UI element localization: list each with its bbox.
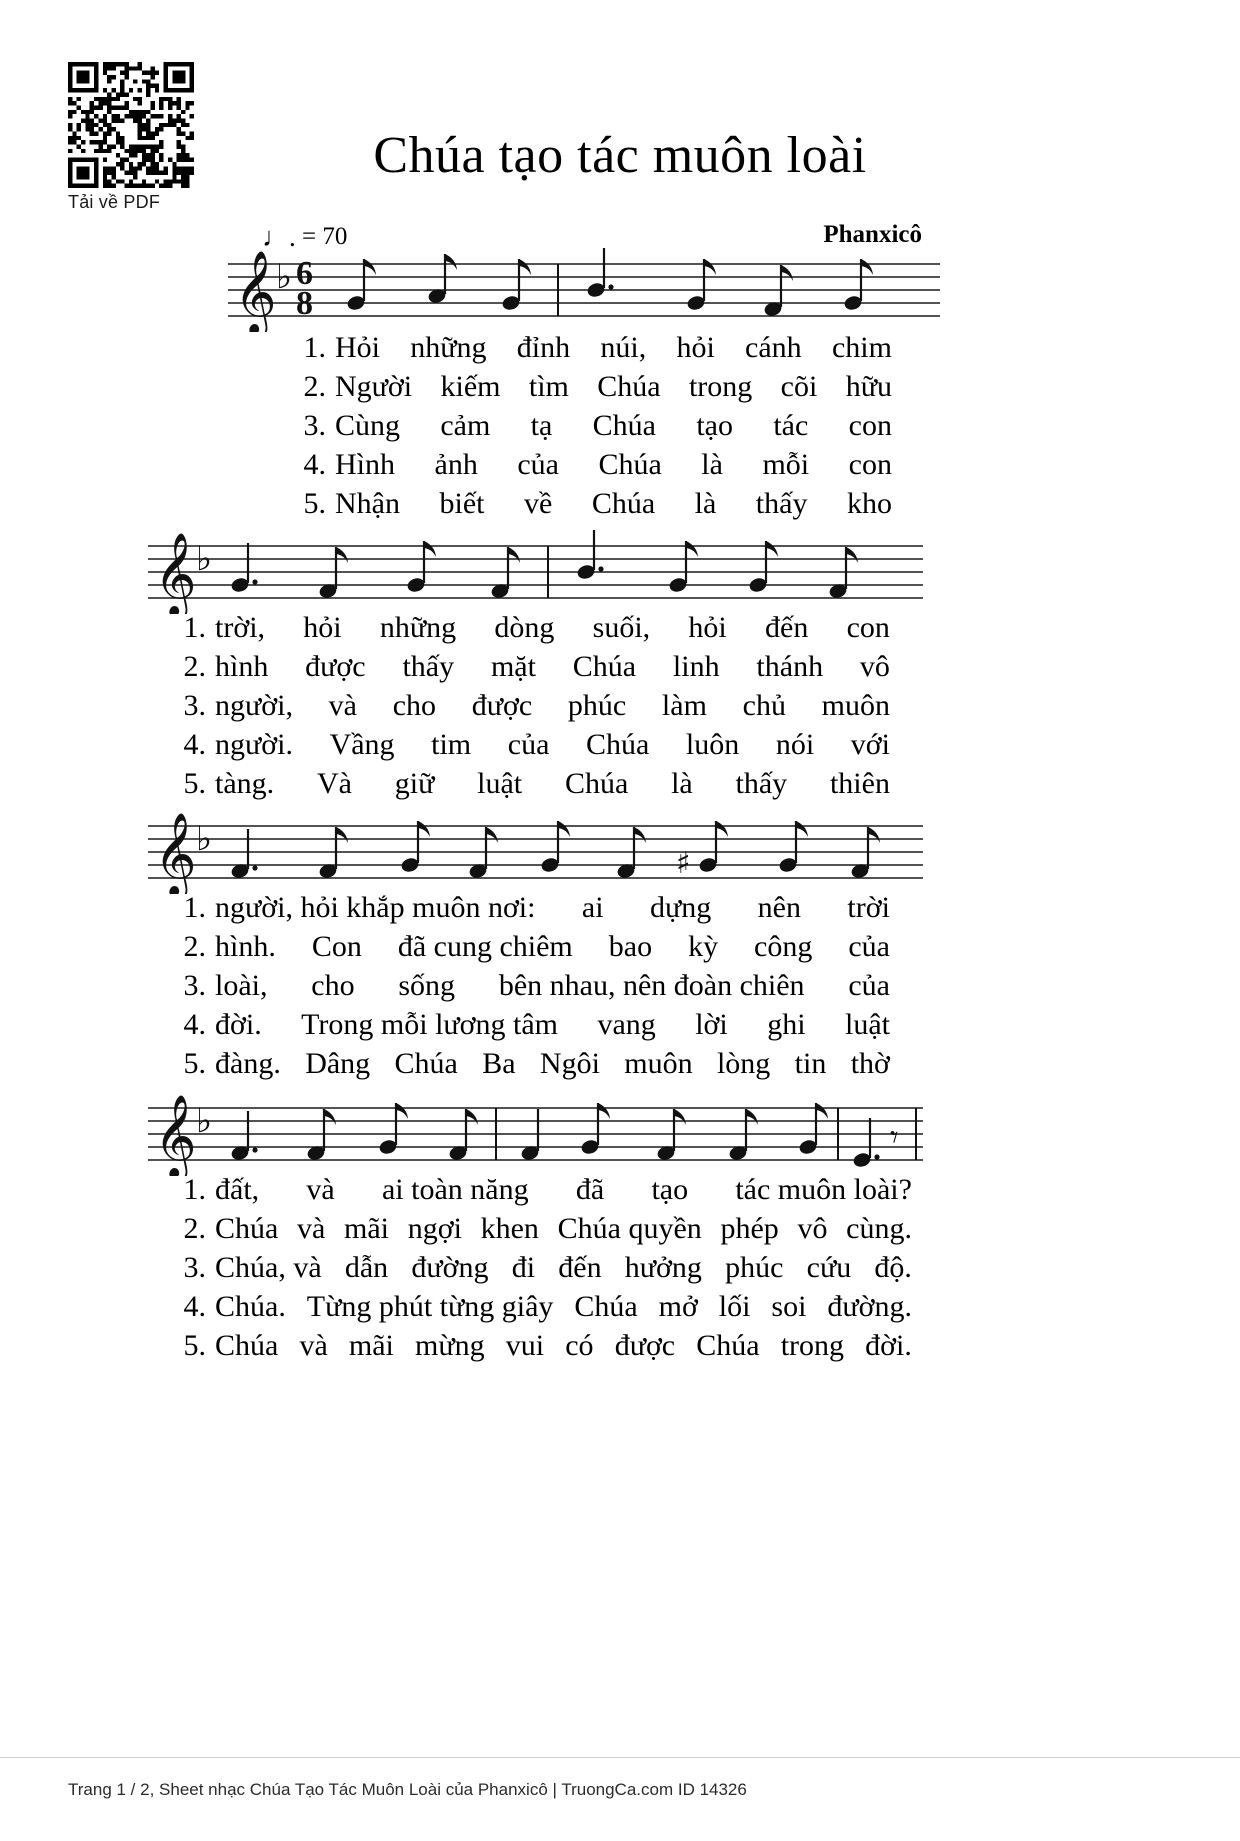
verse-number: 3. — [303, 409, 326, 442]
flat-key-signature-icon: ♭ — [276, 257, 293, 297]
flat-key-signature-icon: ♭ — [196, 819, 213, 859]
lyric-line — [172, 613, 890, 652]
verse-words: người, hỏi khắp muôn nơi: ai dựng nên trời — [215, 891, 890, 924]
note-head — [729, 1109, 758, 1161]
verse-number: 1. — [303, 331, 326, 364]
lyric-line — [172, 1253, 912, 1292]
lyric-line — [292, 489, 892, 528]
footer-divider — [0, 1757, 1240, 1758]
verse-number: 3. — [183, 689, 206, 722]
treble-clef-icon: 𝄞 — [154, 811, 197, 894]
staff-system-2 — [148, 528, 923, 614]
note-head — [231, 829, 258, 879]
composer-name: Phanxicô — [823, 221, 922, 248]
verse-words: hình được thấy mặt Chúa linh thánh vô — [215, 650, 890, 683]
lyrics-system-2 — [172, 613, 890, 808]
verse-number: 2. — [183, 650, 206, 683]
lyrics-system-3 — [172, 893, 890, 1088]
note-head — [851, 827, 880, 879]
verse-words: Chúa. Từng phút từng giây Chúa mở lối soi đường. — [215, 1290, 912, 1323]
lyric-line — [172, 971, 890, 1010]
note-head — [829, 547, 858, 599]
lyric-line — [292, 372, 892, 411]
verse-number: 5. — [183, 767, 206, 800]
dotted-quarter-note-icon: ♩. — [262, 222, 296, 252]
lyric-line — [172, 1214, 912, 1253]
verse-words: người. Vầng tim của Chúa luôn nói với — [215, 728, 890, 761]
rest-icon: 𝄾 — [890, 1118, 899, 1156]
verse-number: 5. — [183, 1329, 206, 1362]
verse-number: 5. — [303, 487, 326, 520]
footer-text: Trang 1 / 2, Sheet nhạc Chúa Tạo Tác Muôn Loài của Phanxicô | TruongCa.com ID 14326 — [68, 1780, 747, 1799]
staff-system-1 — [228, 246, 940, 332]
verse-words: đời. Trong mỗi lương tâm vang lời ghi luật — [215, 1008, 890, 1041]
treble-clef-icon: 𝄞 — [154, 531, 197, 614]
verse-words: đất, và ai toàn năng đã tạo tác muôn loài? — [215, 1173, 912, 1206]
verse-words: hình. Con đã cung chiêm bao kỳ công của — [215, 930, 890, 963]
lyric-line — [172, 1010, 890, 1049]
staff-system-4 — [148, 1090, 923, 1176]
note-head — [319, 547, 348, 599]
note-head — [469, 827, 498, 879]
verse-words: Chúa, và dẫn đường đi đến hưởng phúc cứu độ. — [215, 1251, 912, 1284]
note-head — [521, 1109, 540, 1161]
verse-words: Hỏi những đỉnh núi, hỏi cánh chim — [335, 331, 892, 364]
verse-words: Người kiếm tìm Chúa trong cõi hữu — [335, 370, 892, 403]
lyric-line — [292, 333, 892, 372]
lyric-line — [172, 691, 890, 730]
lyric-line — [172, 1049, 890, 1088]
tempo-value: = 70 — [302, 223, 348, 250]
sharp-accidental-icon: ♯ — [676, 846, 691, 881]
lyric-line — [172, 1331, 912, 1370]
verse-number: 2. — [303, 370, 326, 403]
treble-clef-icon: 𝄞 — [154, 1093, 197, 1176]
staff-system-3 — [148, 808, 923, 894]
verse-number: 4. — [303, 448, 326, 481]
lyric-line — [172, 730, 890, 769]
note-head — [307, 1109, 336, 1161]
time-signature-top: 6 — [296, 255, 313, 292]
note-head — [449, 1109, 478, 1161]
verse-number: 4. — [183, 1008, 206, 1041]
lyric-line — [172, 932, 890, 971]
verse-words: Chúa và mãi mừng vui có được Chúa trong đời. — [215, 1329, 912, 1362]
note-head — [657, 1109, 686, 1161]
download-pdf-label: Tải về PDF — [68, 192, 161, 212]
lyric-line — [172, 769, 890, 808]
lyric-line — [292, 411, 892, 450]
note-head — [764, 265, 793, 317]
lyric-line — [172, 1292, 912, 1331]
staff-svg-1 — [228, 246, 940, 332]
flat-key-signature-icon: ♭ — [196, 539, 213, 579]
note-head — [617, 827, 646, 879]
verse-number: 1. — [183, 1173, 206, 1206]
lyric-line — [172, 652, 890, 691]
verse-number: 3. — [183, 1251, 206, 1284]
verse-number: 3. — [183, 969, 206, 1002]
time-signature-bottom: 8 — [296, 285, 313, 322]
note-head — [428, 254, 457, 304]
verse-words: người, và cho được phúc làm chủ muôn — [215, 689, 890, 722]
verse-words: Cùng cảm tạ Chúa tạo tác con — [335, 409, 892, 442]
page-title: Chúa tạo tác muôn loài — [373, 127, 867, 184]
verse-number: 4. — [183, 1290, 206, 1323]
lyrics-system-4 — [172, 1175, 912, 1370]
lyric-line — [172, 1175, 912, 1214]
note-head — [319, 827, 348, 879]
verse-number: 2. — [183, 930, 206, 963]
verse-number: 5. — [183, 1047, 206, 1080]
verse-number: 4. — [183, 728, 206, 761]
staff-svg-3 — [148, 808, 923, 894]
flat-key-signature-icon: ♭ — [196, 1101, 213, 1141]
verse-number: 1. — [183, 611, 206, 644]
verse-number: 1. — [183, 891, 206, 924]
lyrics-system-1 — [292, 333, 892, 528]
lyric-line — [292, 450, 892, 489]
staff-svg-4 — [148, 1090, 923, 1176]
verse-words: Chúa và mãi ngợi khen Chúa quyền phép vô cùng. — [215, 1212, 912, 1245]
verse-words: loài, cho sống bên nhau, nên đoàn chiên của — [215, 969, 890, 1002]
verse-words: trời, hỏi những dòng suối, hỏi đến con — [215, 611, 890, 644]
verse-words: đàng. Dâng Chúa Ba Ngôi muôn lòng tin thờ — [215, 1047, 890, 1080]
note-head — [231, 1111, 258, 1161]
verse-words: Hình ảnh của Chúa là mỗi con — [335, 448, 892, 481]
lyric-line — [172, 893, 890, 932]
staff-svg-2 — [148, 528, 923, 614]
verse-number: 2. — [183, 1212, 206, 1245]
verse-words: Nhận biết về Chúa là thấy kho — [335, 487, 892, 520]
verse-words: tàng. Và giữ luật Chúa là thấy thiên — [215, 767, 890, 800]
note-head — [491, 547, 520, 599]
treble-clef-icon: 𝄞 — [234, 249, 277, 332]
